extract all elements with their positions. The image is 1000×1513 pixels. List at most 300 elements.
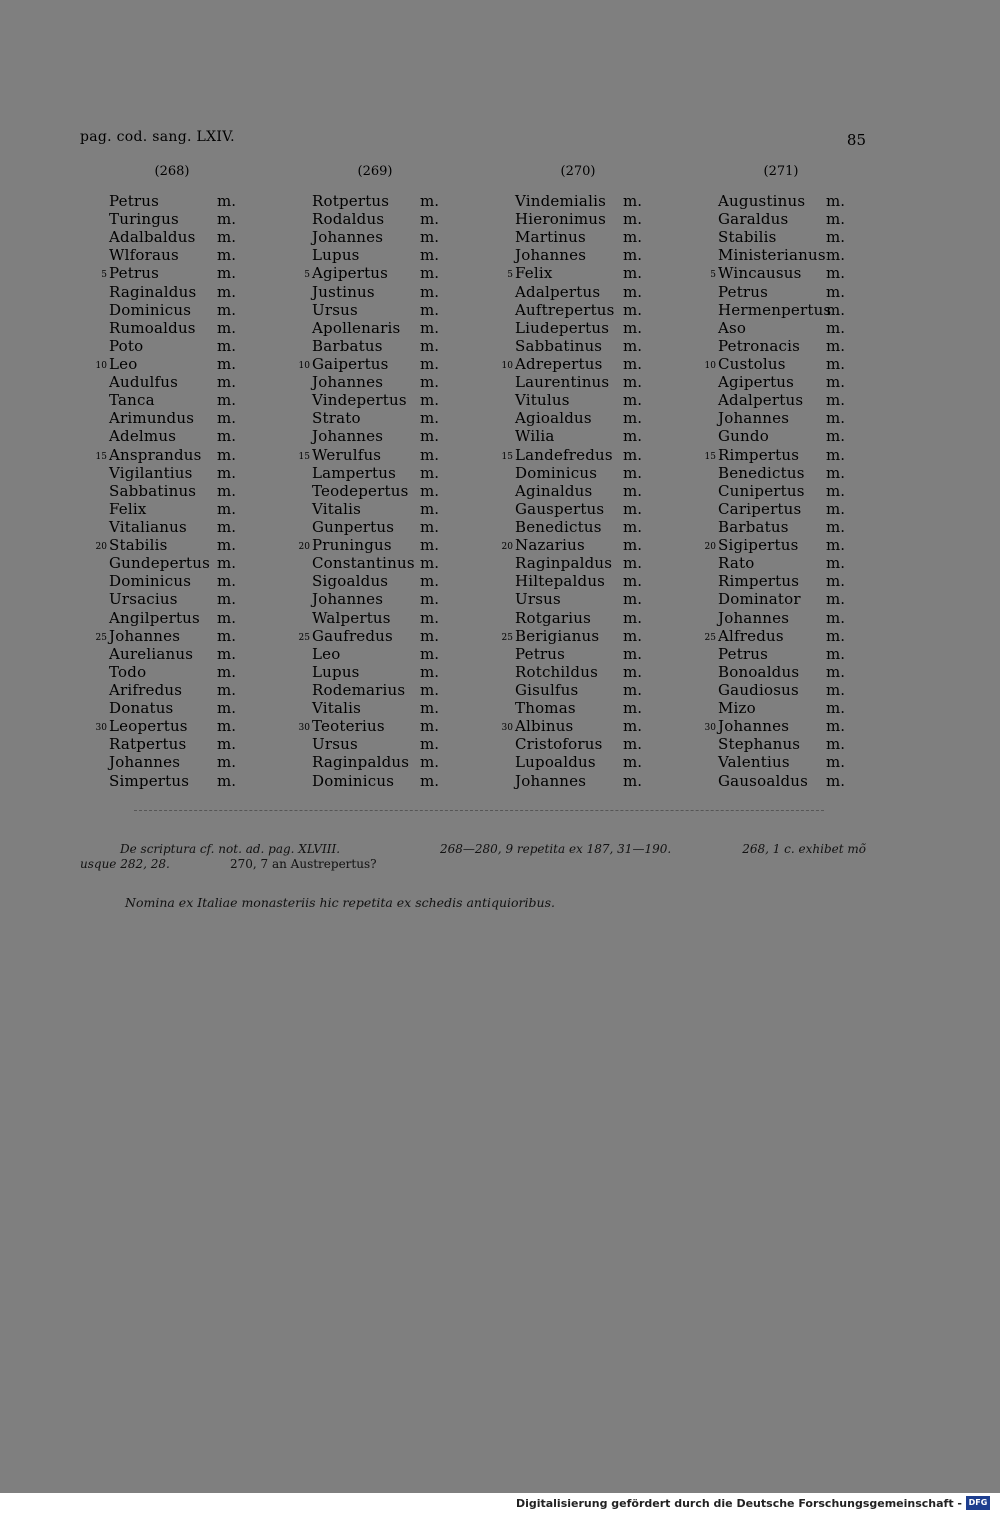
monk-name: Martinus <box>515 228 586 247</box>
footnote-nomina: Nomina ex Italiae monasteriis hic repetita ex schedis antiquioribus. <box>125 895 555 910</box>
monk-name: Teoterius <box>312 717 385 736</box>
monk-mark: m. <box>826 409 845 428</box>
monk-mark: m. <box>826 644 845 663</box>
list-item <box>488 627 688 645</box>
monk-mark: m. <box>826 771 845 790</box>
monk-mark: m. <box>420 318 439 337</box>
monk-mark: m. <box>420 608 439 627</box>
list-item <box>285 373 485 391</box>
list-item <box>691 681 891 699</box>
monk-mark: m. <box>623 336 642 355</box>
list-item <box>285 572 485 590</box>
monk-mark: m. <box>826 608 845 627</box>
monk-mark: m. <box>420 264 439 283</box>
list-item <box>488 446 688 464</box>
list-item <box>488 192 688 210</box>
monk-mark: m. <box>217 554 236 573</box>
monk-name: Rotpertus <box>312 192 390 210</box>
dfg-credit: Digitalisierung gefördert durch die Deutsche Forschungsgemeinschaft - <box>515 1497 962 1510</box>
monk-mark: m. <box>623 735 642 754</box>
monk-mark: m. <box>217 336 236 355</box>
monk-name: Johannes <box>109 626 181 645</box>
monk-mark: m. <box>623 282 642 301</box>
monk-mark: m. <box>420 445 439 464</box>
monk-mark: m. <box>217 354 236 373</box>
monk-mark: m. <box>826 300 845 319</box>
monk-name: Lupus <box>312 662 360 681</box>
list-item <box>691 264 891 282</box>
list-item <box>488 500 688 518</box>
list-item <box>691 210 891 228</box>
monk-name: Tanca <box>109 391 155 410</box>
monk-mark: m. <box>420 300 439 319</box>
monk-mark: m. <box>420 717 439 736</box>
monk-mark: m. <box>217 536 236 555</box>
monk-mark: m. <box>826 680 845 699</box>
monk-mark: m. <box>217 228 236 247</box>
list-item <box>82 427 282 445</box>
monk-mark: m. <box>217 644 236 663</box>
monk-mark: m. <box>420 336 439 355</box>
monk-name: Benedictus <box>515 517 602 536</box>
list-item <box>82 717 282 735</box>
list-item <box>82 192 282 210</box>
monk-name: Valentius <box>718 753 790 772</box>
list-item <box>285 681 485 699</box>
monk-mark: m. <box>826 499 845 518</box>
monk-name: Barbatus <box>312 336 383 355</box>
monk-name: Justinus <box>312 282 375 301</box>
monk-mark: m. <box>826 391 845 410</box>
monk-mark: m. <box>420 481 439 500</box>
monk-name: Hermenpertus <box>718 300 832 319</box>
monk-name: Wilia <box>515 427 555 446</box>
monk-mark: m. <box>217 300 236 319</box>
monk-mark: m. <box>826 354 845 373</box>
monk-mark: m. <box>420 409 439 428</box>
monk-name: Gaudiosus <box>718 680 799 699</box>
monk-name: Stabilis <box>109 536 168 555</box>
list-item <box>488 663 688 681</box>
monk-mark: m. <box>623 608 642 627</box>
monk-mark: m. <box>420 590 439 609</box>
monk-name: Petrus <box>718 282 769 301</box>
monk-name: Leo <box>312 644 341 663</box>
monk-mark: m. <box>217 608 236 627</box>
monk-mark: m. <box>623 499 642 518</box>
monk-mark: m. <box>623 391 642 410</box>
monk-name: Johannes <box>312 590 384 609</box>
monk-mark: m. <box>826 717 845 736</box>
list-item <box>488 590 688 608</box>
line-number: 15 <box>95 451 107 462</box>
monk-name: Arifredus <box>109 680 183 699</box>
list-item <box>691 337 891 355</box>
list-item <box>82 409 282 427</box>
list-item <box>82 446 282 464</box>
line-number: 15 <box>501 451 513 462</box>
monk-name: Todo <box>109 662 147 681</box>
line-number: 20 <box>95 542 107 553</box>
list-item <box>285 645 485 663</box>
monk-name: Adrepertus <box>515 354 603 373</box>
list-item <box>285 500 485 518</box>
line-number: 25 <box>95 632 107 643</box>
list-item <box>82 572 282 590</box>
monk-mark: m. <box>217 699 236 718</box>
monk-mark: m. <box>623 517 642 536</box>
column-0 <box>82 164 282 790</box>
list-item <box>691 753 891 771</box>
monk-mark: m. <box>217 662 236 681</box>
list-item <box>691 663 891 681</box>
monk-mark: m. <box>217 246 236 265</box>
monk-name: Gunpertus <box>312 517 395 536</box>
monk-mark: m. <box>623 445 642 464</box>
list-item <box>285 192 485 210</box>
line-number: 10 <box>704 360 716 371</box>
monk-name: Mizo <box>718 699 756 718</box>
monk-mark: m. <box>420 554 439 573</box>
monk-name: Constantinus <box>312 554 415 573</box>
monk-mark: m. <box>420 228 439 247</box>
list-item <box>82 210 282 228</box>
page-number: 85 <box>846 131 866 149</box>
monk-name: Petrus <box>109 192 160 210</box>
monk-mark: m. <box>826 210 845 229</box>
monk-name: Agipertus <box>718 373 795 392</box>
monk-mark: m. <box>217 572 236 591</box>
monk-name: Adalpertus <box>515 282 601 301</box>
list-item <box>691 572 891 590</box>
list-item <box>285 554 485 572</box>
list-item <box>82 373 282 391</box>
list-item <box>691 391 891 409</box>
line-number: 5 <box>101 270 107 281</box>
monk-name: Petrus <box>109 264 160 283</box>
monk-mark: m. <box>826 463 845 482</box>
monk-mark: m. <box>420 753 439 772</box>
list-item <box>285 301 485 319</box>
monk-name: Laurentinus <box>515 373 610 392</box>
monk-name: Garaldus <box>718 210 789 229</box>
list-item <box>82 391 282 409</box>
list-item <box>691 609 891 627</box>
line-number: 10 <box>298 360 310 371</box>
list-item <box>285 264 485 282</box>
monk-mark: m. <box>217 391 236 410</box>
list-item <box>691 482 891 500</box>
monk-name: Ursacius <box>109 590 178 609</box>
monk-name: Rotgarius <box>515 608 592 627</box>
list-item <box>691 590 891 608</box>
list-item <box>488 319 688 337</box>
monk-mark: m. <box>420 427 439 446</box>
monk-mark: m. <box>826 699 845 718</box>
monk-name: Raginpaldus <box>515 554 613 573</box>
footnote-austrepertus: 270, 7 an Austrepertus? <box>230 857 377 871</box>
list-item <box>82 627 282 645</box>
line-number: 15 <box>298 451 310 462</box>
list-item <box>285 663 485 681</box>
monk-mark: m. <box>826 536 845 555</box>
line-number: 10 <box>95 360 107 371</box>
list-item <box>82 355 282 373</box>
line-number: 20 <box>298 542 310 553</box>
list-item <box>691 373 891 391</box>
monk-mark: m. <box>217 590 236 609</box>
monk-mark: m. <box>217 282 236 301</box>
monk-name: Johannes <box>718 409 790 428</box>
list-item <box>82 753 282 771</box>
list-item <box>82 536 282 554</box>
monk-name: Rato <box>718 554 755 573</box>
monk-name: Rotchildus <box>515 662 598 681</box>
monk-name: Gausoaldus <box>718 771 809 790</box>
list-item <box>285 772 485 790</box>
list-item <box>82 518 282 536</box>
list-item <box>488 645 688 663</box>
list-item <box>691 301 891 319</box>
monk-name: Johannes <box>312 373 384 392</box>
monk-mark: m. <box>217 463 236 482</box>
running-head: pag. cod. sang. LXIV. <box>80 129 235 145</box>
list-item <box>691 536 891 554</box>
monk-mark: m. <box>217 771 236 790</box>
list-item <box>691 192 891 210</box>
list-item <box>82 264 282 282</box>
monk-name: Sabbatinus <box>109 481 197 500</box>
monk-mark: m. <box>420 391 439 410</box>
list-item <box>488 210 688 228</box>
line-number: 5 <box>304 270 310 281</box>
list-item <box>82 645 282 663</box>
monk-name: Gaufredus <box>312 626 393 645</box>
monk-name: Sabbatinus <box>515 336 603 355</box>
monk-mark: m. <box>420 662 439 681</box>
monk-mark: m. <box>420 771 439 790</box>
list-item <box>285 283 485 301</box>
list-item <box>488 772 688 790</box>
monk-mark: m. <box>623 192 642 210</box>
monk-mark: m. <box>217 409 236 428</box>
list-item <box>285 717 485 735</box>
monk-name: Bonoaldus <box>718 662 800 681</box>
line-number: 25 <box>704 632 716 643</box>
list-item <box>285 337 485 355</box>
monk-name: Turingus <box>109 210 179 229</box>
list-item <box>488 283 688 301</box>
monk-mark: m. <box>623 680 642 699</box>
monk-mark: m. <box>623 427 642 446</box>
list-item <box>488 482 688 500</box>
monk-name: Ursus <box>515 590 561 609</box>
monk-mark: m. <box>623 463 642 482</box>
monk-mark: m. <box>826 626 845 645</box>
monk-name: Donatus <box>109 699 174 718</box>
monk-name: Leo <box>109 354 138 373</box>
list-item <box>691 246 891 264</box>
monk-mark: m. <box>826 735 845 754</box>
list-item <box>488 609 688 627</box>
monk-name: Gisulfus <box>515 680 579 699</box>
column-heading: (271) <box>763 164 799 179</box>
list-item <box>488 373 688 391</box>
list-item <box>488 554 688 572</box>
monk-name: Barbatus <box>718 517 789 536</box>
separator-rule <box>134 810 824 811</box>
list-item <box>285 427 485 445</box>
list-item <box>488 228 688 246</box>
monk-name: Rumoaldus <box>109 318 196 337</box>
monk-mark: m. <box>623 536 642 555</box>
list-item <box>285 590 485 608</box>
list-item <box>488 681 688 699</box>
monk-mark: m. <box>217 717 236 736</box>
list-item <box>488 409 688 427</box>
line-number: 25 <box>501 632 513 643</box>
monk-name: Adalbaldus <box>109 228 196 247</box>
list-item <box>488 264 688 282</box>
monk-mark: m. <box>420 735 439 754</box>
footnote-exhibet: 268, 1 c. exhibet mõ <box>742 842 866 856</box>
monk-name: Agioaldus <box>515 409 592 428</box>
monk-name: Leopertus <box>109 717 188 736</box>
monk-mark: m. <box>217 481 236 500</box>
monk-name: Caripertus <box>718 499 802 518</box>
list-item <box>82 609 282 627</box>
monk-name: Vigilantius <box>109 463 193 482</box>
monk-mark: m. <box>623 409 642 428</box>
footnote-scriptura: De scriptura cf. not. ad. pag. XLVIII. <box>120 842 341 856</box>
monk-name: Dominicus <box>515 463 598 482</box>
list-item <box>488 572 688 590</box>
monk-name: Auftrepertus <box>515 300 615 319</box>
monk-name: Lupus <box>312 246 360 265</box>
monk-name: Cristoforus <box>515 735 603 754</box>
monk-name: Dominicus <box>109 300 192 319</box>
list-item <box>691 427 891 445</box>
monk-name: Gundepertus <box>109 554 211 573</box>
list-item <box>488 246 688 264</box>
monk-name: Petronacis <box>718 336 801 355</box>
list-item <box>285 518 485 536</box>
monk-mark: m. <box>826 445 845 464</box>
line-number: 30 <box>501 723 513 734</box>
monk-mark: m. <box>420 572 439 591</box>
monk-mark: m. <box>217 680 236 699</box>
list-item <box>82 228 282 246</box>
monk-name: Augustinus <box>718 192 806 210</box>
monk-mark: m. <box>826 554 845 573</box>
monk-mark: m. <box>826 662 845 681</box>
monk-mark: m. <box>217 373 236 392</box>
line-number: 5 <box>710 270 716 281</box>
list-item <box>488 355 688 373</box>
monk-name: Audulfus <box>109 373 179 392</box>
monk-mark: m. <box>623 318 642 337</box>
column-3 <box>691 164 891 790</box>
list-item <box>691 627 891 645</box>
monk-name: Custolus <box>718 354 786 373</box>
list-item <box>82 590 282 608</box>
monk-name: Sigoaldus <box>312 572 389 591</box>
footnote-usque: usque 282, 28. <box>80 857 170 871</box>
monk-mark: m. <box>420 373 439 392</box>
monk-mark: m. <box>826 228 845 247</box>
monk-mark: m. <box>623 699 642 718</box>
line-number: 20 <box>501 542 513 553</box>
page-header <box>80 129 866 149</box>
monk-name: Ursus <box>312 300 358 319</box>
monk-name: Nazarius <box>515 536 585 555</box>
list-item <box>82 337 282 355</box>
column-heading: (270) <box>560 164 596 179</box>
monk-mark: m. <box>217 753 236 772</box>
monk-name: Benedictus <box>718 463 805 482</box>
line-number: 30 <box>298 723 310 734</box>
monk-name: Aso <box>718 318 747 337</box>
monk-mark: m. <box>623 662 642 681</box>
monk-mark: m. <box>623 572 642 591</box>
monk-name: Ratpertus <box>109 735 187 754</box>
monk-mark: m. <box>826 192 845 210</box>
monk-mark: m. <box>623 264 642 283</box>
monk-name: Hiltepaldus <box>515 572 606 591</box>
monk-name: Rodemarius <box>312 680 406 699</box>
monk-mark: m. <box>623 590 642 609</box>
monk-mark: m. <box>623 354 642 373</box>
list-item <box>82 246 282 264</box>
list-item <box>82 464 282 482</box>
list-item <box>488 337 688 355</box>
monk-name: Johannes <box>312 228 384 247</box>
monk-mark: m. <box>826 318 845 337</box>
monk-name: Alfredus <box>718 626 784 645</box>
monk-name: Ursus <box>312 735 358 754</box>
column-heading: (269) <box>357 164 393 179</box>
list-item <box>488 427 688 445</box>
monk-mark: m. <box>217 210 236 229</box>
list-item <box>82 283 282 301</box>
monk-name: Johannes <box>515 246 587 265</box>
monk-name: Agipertus <box>312 264 389 283</box>
monk-name: Aginaldus <box>515 481 593 500</box>
monk-name: Raginaldus <box>109 282 197 301</box>
monk-mark: m. <box>420 517 439 536</box>
list-item <box>285 391 485 409</box>
list-item <box>285 246 485 264</box>
list-item <box>691 283 891 301</box>
monk-name: Stabilis <box>718 228 777 247</box>
monk-mark: m. <box>420 246 439 265</box>
monk-name: Berigianus <box>515 626 600 645</box>
monk-name: Albinus <box>515 717 574 736</box>
monk-mark: m. <box>420 210 439 229</box>
monk-name: Felix <box>109 499 147 518</box>
list-item <box>691 717 891 735</box>
list-item <box>285 355 485 373</box>
monk-mark: m. <box>217 735 236 754</box>
list-item <box>691 409 891 427</box>
list-item <box>82 482 282 500</box>
monk-name: Adelmus <box>109 427 177 446</box>
list-item <box>488 301 688 319</box>
monk-mark: m. <box>826 517 845 536</box>
monk-name: Stephanus <box>718 735 801 754</box>
monk-name: Pruningus <box>312 536 392 555</box>
monk-name: Vitalianus <box>109 517 187 536</box>
